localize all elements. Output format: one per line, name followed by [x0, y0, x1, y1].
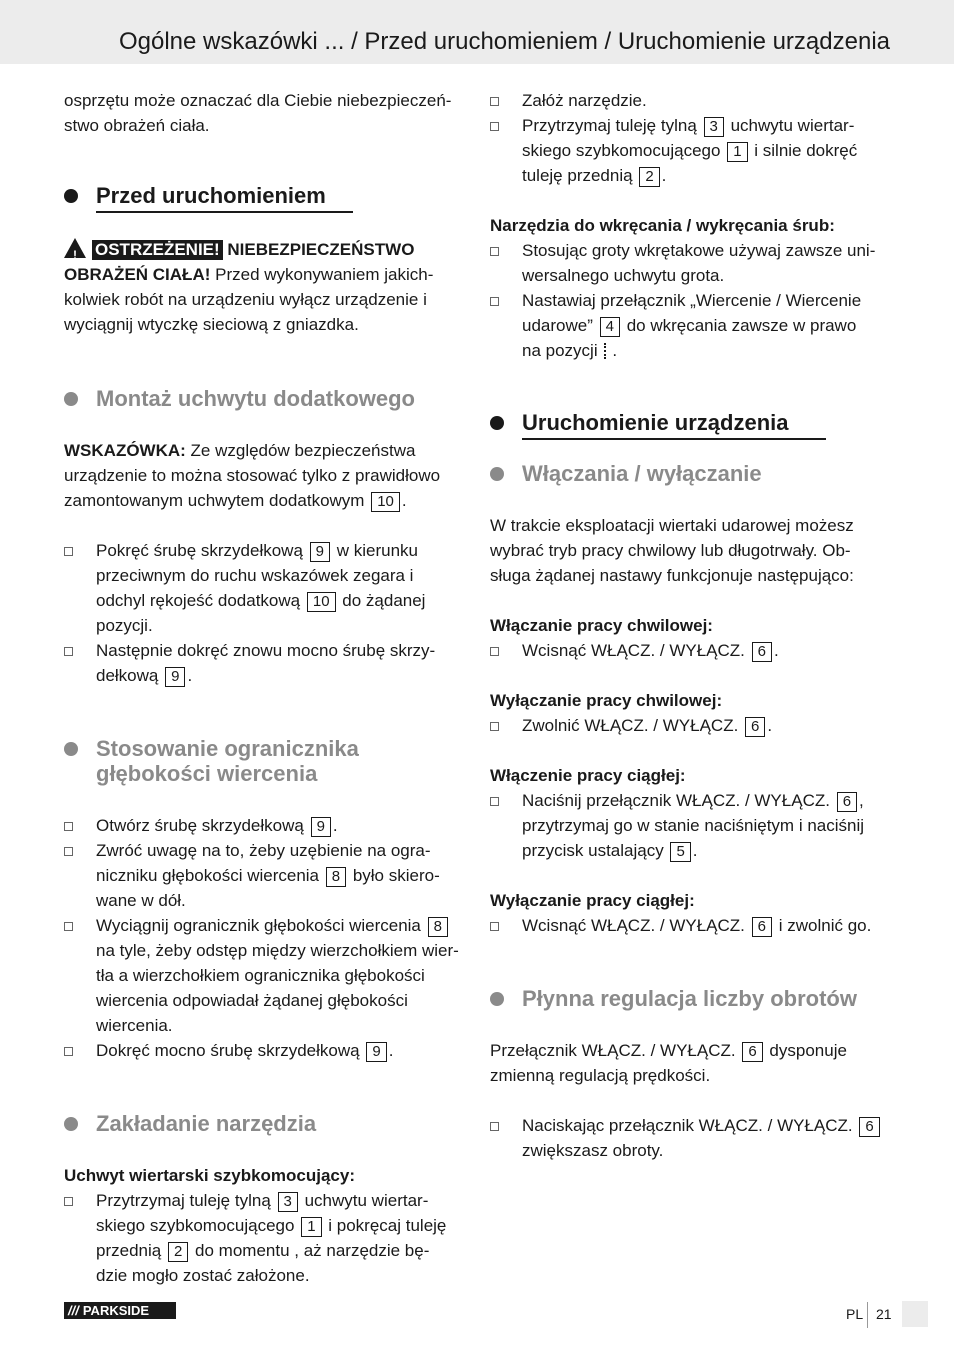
list-bullet-icon — [490, 247, 499, 256]
heading-bullet-icon — [64, 392, 78, 406]
list-item: Wyciągnij ogranicznik głębokości wiercenia 8 na tyle, żeby odstęp między wierzchołkiem wier- tła a wierzchołkiem ogranicznika głębokości wiercenia odpowiadał żądanej głębokości wiercenia. — [64, 913, 464, 1038]
heading-bullet-icon — [490, 416, 504, 430]
subheading: Wyłączanie pracy ciągłej: — [490, 891, 695, 910]
intro-text: osprzętu może oznaczać dla Ciebie niebezpieczeń- stwo obrażeń ciała. — [64, 91, 452, 135]
list-bullet-icon — [490, 922, 499, 931]
subheading: Narzędzia do wkręcania / wykręcania śrub: — [490, 216, 835, 235]
page-number: 21 — [876, 1306, 892, 1322]
list-bullet-icon — [64, 547, 73, 556]
list-item: Nastawiaj przełącznik „Wiercenie / Wiercenie udarowe” 4 do wkręcania zawsze w prawo na pozycji . — [490, 288, 890, 363]
list-item: Przytrzymaj tuleję tylną 3 uchwytu wiertar- skiego szybkomocującego 1 i pokręcaj tuleję przednią 2 do momentu , aż narzędzie bę- dzie mogło zostać założone. — [64, 1188, 464, 1288]
list-item: Otwórz śrubę skrzydełkową 9 . — [64, 813, 464, 838]
section-heading-on-off: Włączania / wyłączanie — [490, 461, 890, 489]
list-item: Zwolnić WŁĄCZ. / WYŁĄCZ. 6 . — [490, 713, 890, 738]
list-bullet-icon — [64, 847, 73, 856]
warning-badge: OSTRZEŻENIE! — [92, 240, 223, 260]
heading-bullet-icon — [64, 189, 78, 203]
list-bullet-icon — [490, 122, 499, 131]
section-heading-depth-stop: Stosowanie ogranicznika głębokości wiercenia — [64, 736, 464, 788]
list-item: Załóż narzędzie. — [490, 88, 890, 113]
heading-bullet-icon — [490, 992, 504, 1006]
heading-bullet-icon — [490, 467, 504, 481]
list-item: Stosując groty wkrętakowe używaj zawsze uni- wersalnego uchwytu grota. — [490, 238, 890, 288]
list-item: Zwróć uwagę na to, żeby uzębienie na ogra- niczniku głębokości wiercenia 8 było skiero- wane w dół. — [64, 838, 464, 913]
paragraph: W trakcie eksploatacji wiertaki udarowej możesz wybrać tryb pracy chwilowy lub długotrwały. Ob- sługa żądanej nastawy funkcjonuje następująco: — [490, 516, 854, 585]
subheading: Wyłączanie pracy chwilowej: — [490, 691, 723, 710]
section-heading-mounting: Montaż uchwytu dodatkowego — [64, 386, 464, 414]
parkside-logo: /// PARKSIDE — [64, 1302, 176, 1319]
list-item: Pokręć śrubę skrzydełkową 9 w kierunku przeciwnym do ruchu wskazówek zegara i odchyl rękojeść dodatkową 10 do żądanej pozycji. — [64, 538, 464, 638]
footer-tab-block — [902, 1301, 928, 1327]
list-item: Wcisnąć WŁĄCZ. / WYŁĄCZ. 6 . — [490, 638, 890, 663]
subheading: Włączanie pracy chwilowej: — [490, 616, 713, 635]
list-bullet-icon — [490, 1122, 499, 1131]
heading-underline — [522, 438, 826, 440]
list-item: Naciskając przełącznik WŁĄCZ. / WYŁĄCZ. 6 zwiększasz obroty. — [490, 1113, 890, 1163]
list-bullet-icon — [490, 797, 499, 806]
list-bullet-icon — [64, 822, 73, 831]
list-bullet-icon — [490, 722, 499, 731]
subheading: Uchwyt wiertarski szybkomocujący: — [64, 1166, 356, 1185]
list-bullet-icon — [64, 647, 73, 656]
section-heading-before-start: Przed uruchomieniem — [64, 183, 464, 213]
list-bullet-icon — [64, 922, 73, 931]
warning-triangle-icon: ! — [64, 238, 86, 258]
list-bullet-icon — [490, 97, 499, 106]
page-title: Ogólne wskazówki ... / Przed uruchomieniem / Uruchomienie urządzenia — [118, 28, 890, 55]
footer-lang: PL — [846, 1306, 864, 1322]
page-header — [0, 0, 954, 64]
list-item: Naciśnij przełącznik WŁĄCZ. / WYŁĄCZ. 6 , przytrzymaj go w stanie naciśniętym i naciśnij przycisk ustalający 5 . — [490, 788, 890, 863]
list-item: Wcisnąć WŁĄCZ. / WYŁĄCZ. 6 i zwolnić go. — [490, 913, 890, 938]
footer-divider — [867, 1302, 868, 1328]
warning-block: ! OSTRZEŻENIE! NIEBEZPIECZEŃSTWO OBRAŻEŃ CIAŁA! Przed wykonywaniem jakich- kolwiek robót na urządzeniu wyłącz urządzenie i wyciągnij wtyczkę sieciową z gniazdka. — [64, 240, 434, 334]
subheading: Włączenie pracy ciągłej: — [490, 766, 686, 785]
hammer-drill-symbol-icon — [604, 343, 612, 359]
heading-bullet-icon — [64, 1117, 78, 1131]
list-bullet-icon — [64, 1047, 73, 1056]
note-block: WSKAZÓWKA: Ze względów bezpieczeństwa urządzenie to można stosować tylko z prawidłowo zamontowanym uchwytem dodatkowym 10 . — [64, 441, 441, 510]
list-item: Przytrzymaj tuleję tylną 3 uchwytu wiertar- skiego szybkomocującego 1 i silnie dokręć tuleję przednią 2 . — [490, 113, 890, 188]
list-item: Następnie dokręć znowu mocno śrubę skrzy- dełkową 9 . — [64, 638, 464, 688]
list-bullet-icon — [490, 297, 499, 306]
list-bullet-icon — [64, 1197, 73, 1206]
heading-underline — [96, 211, 353, 213]
list-bullet-icon — [490, 647, 499, 656]
paragraph: Przełącznik WŁĄCZ. / WYŁĄCZ. 6 dysponuje zmienną regulacją prędkości. — [490, 1041, 847, 1085]
list-item: Dokręć mocno śrubę skrzydełkową 9 . — [64, 1038, 464, 1063]
section-heading-tool-fitting: Zakładanie narzędzia — [64, 1111, 464, 1139]
heading-bullet-icon — [64, 742, 78, 756]
section-heading-speed-control: Płynna regulacja liczby obrotów — [490, 986, 910, 1014]
section-heading-operation: Uruchomienie urządzenia — [490, 410, 890, 440]
